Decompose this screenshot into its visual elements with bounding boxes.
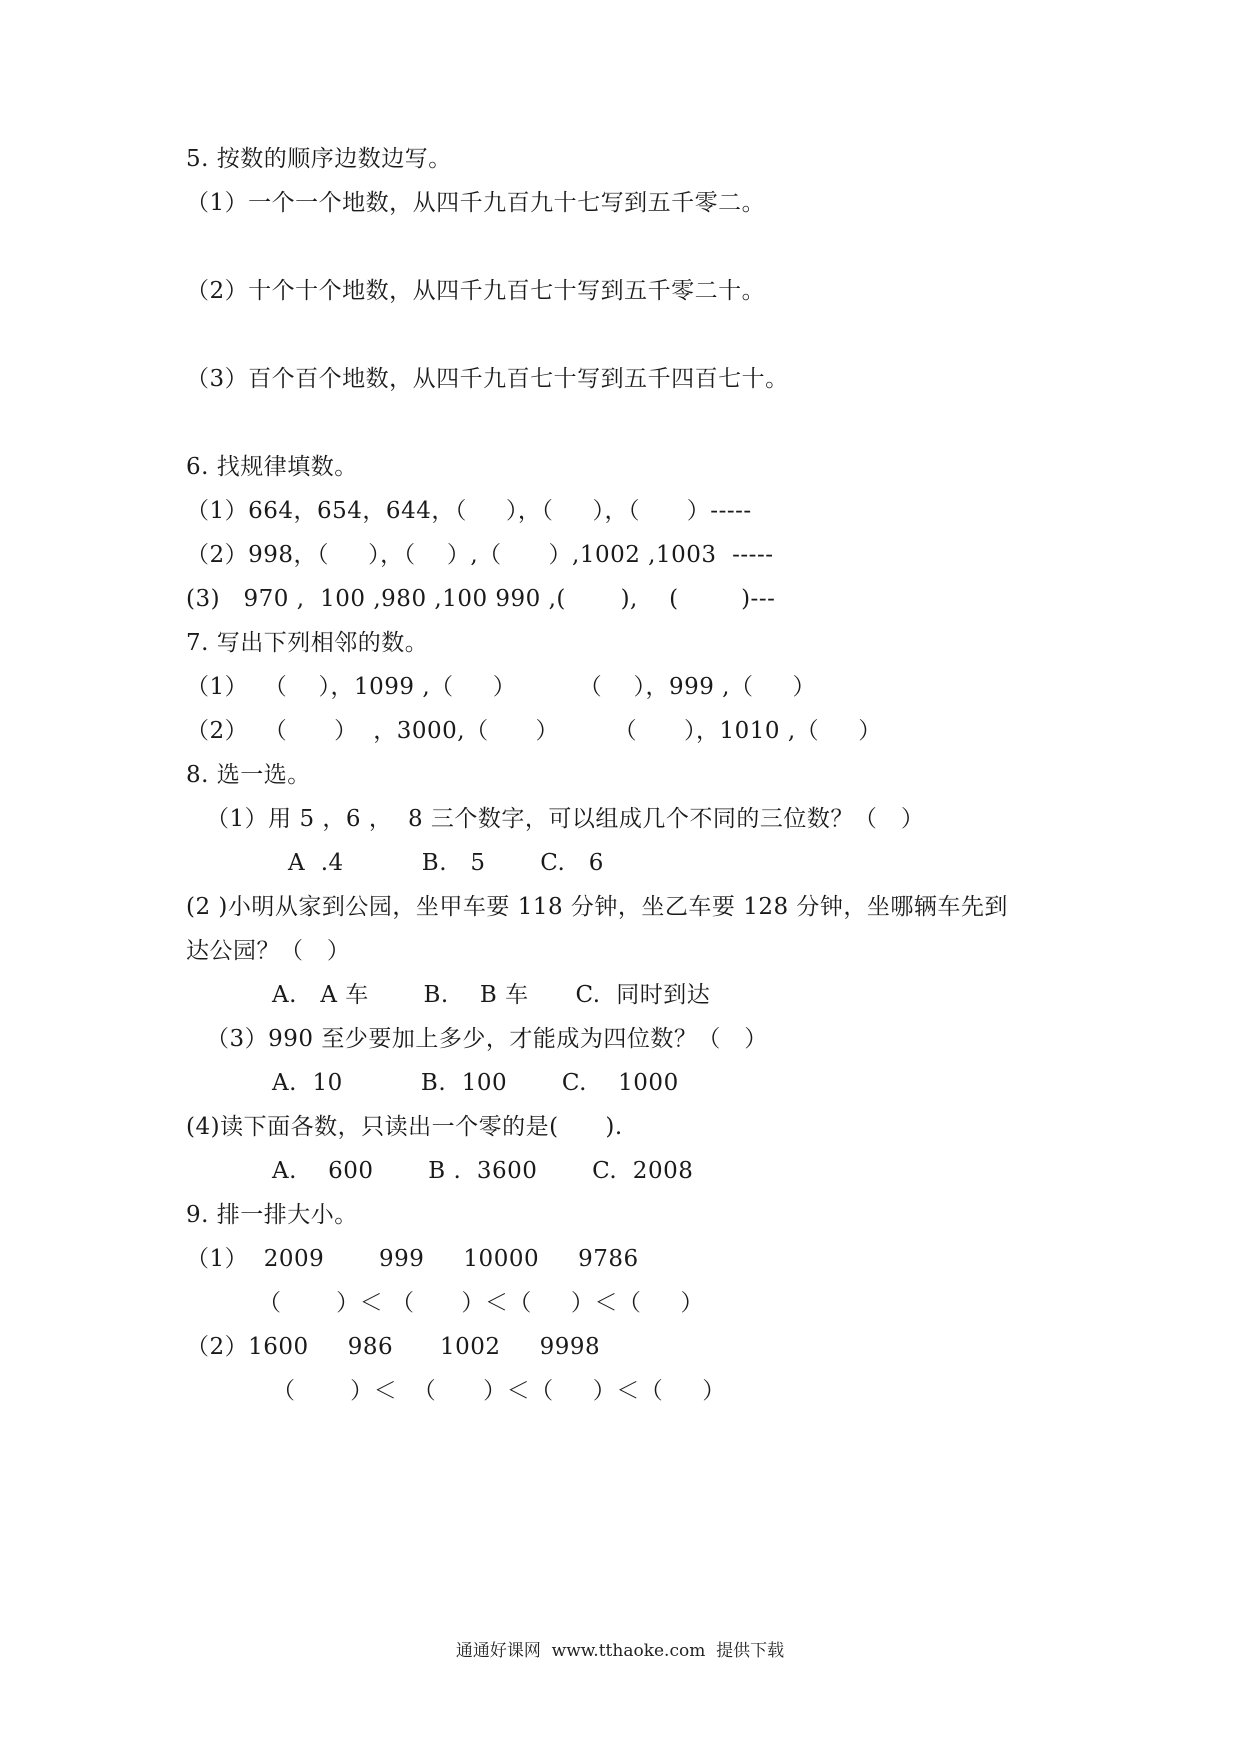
q5-item-2: （2）十个十个地数，从四千九百七十写到五千零二十。: [186, 278, 766, 304]
q8-item-2-options: A. A 车 B. B 车 C. 同时到达: [272, 982, 711, 1008]
q8-item-1-options: A .4 B. 5 C. 6: [288, 850, 604, 876]
q8-item-4-options: A. 600 B . 3600 C. 2008: [272, 1158, 694, 1184]
q7-item-1: （1） （ ），1099 ,（ ） （ ），999 ,（ ）: [186, 674, 817, 700]
q6-item-2: （2）998，（ ），（ ）,（ ）,1002 ,1003 -----: [186, 542, 774, 568]
q7-item-2: （2） （ ） ，3000,（ ） （ ），1010 ,（ ）: [186, 718, 882, 744]
q9-item-1-blanks: （ ）＜ （ ）＜（ ）＜（ ）: [258, 1290, 704, 1316]
q6-item-3: (3) 970 , 100 ,980 ,100 990 ,( ), ( )---: [186, 586, 776, 612]
q8-item-1: （1）用 5 ，6 ， 8 三个数字，可以组成几个不同的三位数？（ ）: [206, 806, 925, 832]
q6-title: 6. 找规律填数。: [186, 454, 358, 480]
page-footer: 通通好课网 www.tthaoke.com 提供下载: [455, 1641, 785, 1661]
q8-item-4: (4)读下面各数，只读出一个零的是( ).: [186, 1114, 623, 1140]
q9-item-2: （2）1600 986 1002 9998: [186, 1334, 601, 1360]
q8-item-2-line-2: 达公园？（ ）: [186, 938, 351, 964]
q5-item-3: （3）百个百个地数，从四千九百七十写到五千四百七十。: [186, 366, 789, 392]
q5-item-1: （1）一个一个地数，从四千九百九十七写到五千零二。: [186, 190, 766, 216]
q8-item-2-line-1: (2 )小明从家到公园，坐甲车要 118 分钟，坐乙车要 128 分钟，坐哪辆车先到: [186, 894, 1008, 920]
q9-item-2-blanks: （ ）＜ （ ）＜（ ）＜（ ）: [272, 1378, 726, 1404]
q8-item-3: （3）990 至少要加上多少，才能成为四位数？（ ）: [206, 1026, 768, 1052]
q9-title: 9. 排一排大小。: [186, 1202, 358, 1228]
q6-item-1: （1）664，654，644，（ ），（ ），（ ）-----: [186, 498, 752, 524]
q9-item-1: （1） 2009 999 10000 9786: [186, 1246, 639, 1272]
q8-title: 8. 选一选。: [186, 762, 311, 788]
q7-title: 7. 写出下列相邻的数。: [186, 630, 429, 656]
q8-item-3-options: A. 10 B. 100 C. 1000: [272, 1070, 679, 1096]
q5-title: 5. 按数的顺序边数边写。: [186, 146, 452, 172]
